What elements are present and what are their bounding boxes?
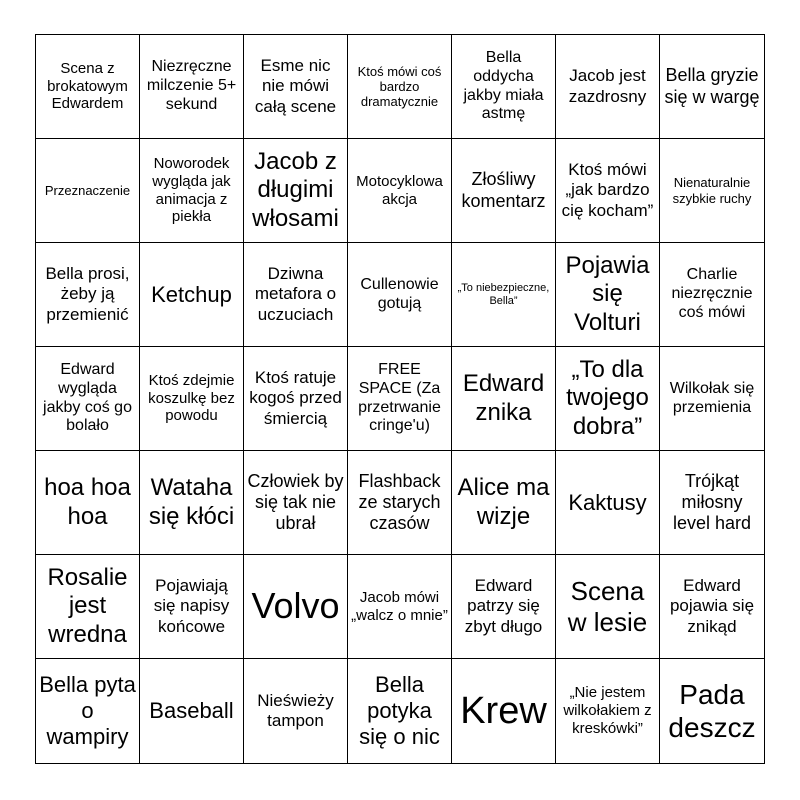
bingo-cell[interactable]: Alice ma wizje <box>452 451 556 555</box>
bingo-cell[interactable]: Rosalie jest wredna <box>36 555 140 659</box>
bingo-cell[interactable]: Wataha się kłóci <box>140 451 244 555</box>
bingo-cell[interactable]: Flashback ze starych czasów <box>348 451 452 555</box>
bingo-cell[interactable]: Pada deszcz <box>668 678 756 743</box>
bingo-cell[interactable]: Jacob jest zazdrosny <box>556 35 660 139</box>
bingo-cell[interactable]: Człowiek by się tak nie ubrał <box>244 451 348 555</box>
bingo-cell[interactable]: Ktoś mówi coś bardzo dramatycznie <box>348 35 452 139</box>
bingo-cell[interactable]: „To dla twojego dobra” <box>556 347 660 451</box>
bingo-cell[interactable]: Krew <box>452 659 556 763</box>
bingo-cell[interactable]: „Nie jestem wilkołakiem z kreskówki” <box>556 659 660 763</box>
bingo-cell[interactable]: Ktoś ratuje kogoś przed śmiercią <box>244 347 348 451</box>
bingo-cell[interactable]: Jacob z długimi włosami <box>244 139 348 243</box>
bingo-cell[interactable]: Pojawia się Volturi <box>556 243 660 347</box>
bingo-cell[interactable]: Charlie niezręcznie coś mówi <box>660 243 764 347</box>
bingo-cell[interactable]: Volvo <box>244 555 348 659</box>
bingo-cell[interactable]: „To niebezpieczne, Bella” <box>452 243 556 347</box>
bingo-cell[interactable]: Ktoś zdejmie koszulkę bez powodu <box>140 347 244 451</box>
bingo-cell[interactable]: Edward znika <box>452 347 556 451</box>
bingo-cell[interactable]: Bella pyta o wampiry <box>36 659 140 763</box>
bingo-cell[interactable]: Kaktusy <box>556 451 660 555</box>
bingo-cell[interactable]: Jacob mówi „walcz o mnie” <box>348 555 452 659</box>
bingo-cell[interactable]: Przeznaczenie <box>36 139 140 243</box>
bingo-cell[interactable]: Edward patrzy się zbyt długo <box>452 555 556 659</box>
bingo-cell[interactable]: Baseball <box>140 659 244 763</box>
bingo-cell[interactable]: Bella oddycha jakby miała astmę <box>452 35 556 139</box>
bingo-cell[interactable]: Edward wygląda jakby coś go bolało <box>36 347 140 451</box>
bingo-cell[interactable]: Bella gryzie się w wargę <box>660 35 764 139</box>
bingo-cell[interactable]: Niezręczne milczenie 5+ sekund <box>140 35 244 139</box>
bingo-cell[interactable]: Cullenowie gotują <box>348 243 452 347</box>
bingo-cell[interactable]: Dziwna metafora o uczuciach <box>244 243 348 347</box>
bingo-cell[interactable]: Złośliwy komentarz <box>452 139 556 243</box>
bingo-cell[interactable]: Bella potyka się o nic <box>348 659 452 763</box>
bingo-cell[interactable]: Noworodek wygląda jak animacja z piekła <box>140 139 244 243</box>
free-space-cell[interactable]: FREE SPACE (Za przetrwanie cringe'u) <box>348 347 452 451</box>
bingo-cell[interactable]: Scena z brokatowym Edwardem <box>36 35 140 139</box>
bingo-cell[interactable]: Nieświeży tampon <box>244 659 348 763</box>
bingo-board <box>35 34 765 764</box>
bingo-cell[interactable]: Edward pojawia się znikąd <box>660 555 764 659</box>
bingo-cell[interactable]: hoa hoa hoa <box>36 451 140 555</box>
bingo-cell[interactable]: Bella prosi, żeby ją przemienić <box>36 243 140 347</box>
bingo-cell[interactable]: Nienaturalnie szybkie ruchy <box>660 139 764 243</box>
bingo-cell[interactable]: Motocyklowa akcja <box>348 139 452 243</box>
bingo-cell[interactable]: Ketchup <box>140 243 244 347</box>
bingo-cell[interactable]: Trójkąt miłosny level hard <box>660 451 764 555</box>
bingo-cell[interactable]: Esme nic nie mówi całą scene <box>244 35 348 139</box>
bingo-cell[interactable]: Ktoś mówi „jak bardzo cię kocham” <box>556 139 660 243</box>
bingo-cell[interactable]: Pojawiają się napisy końcowe <box>140 555 244 659</box>
bingo-cell[interactable]: Wilkołak się przemienia <box>660 347 764 451</box>
bingo-cell[interactable]: Scena w lesie <box>556 555 660 659</box>
